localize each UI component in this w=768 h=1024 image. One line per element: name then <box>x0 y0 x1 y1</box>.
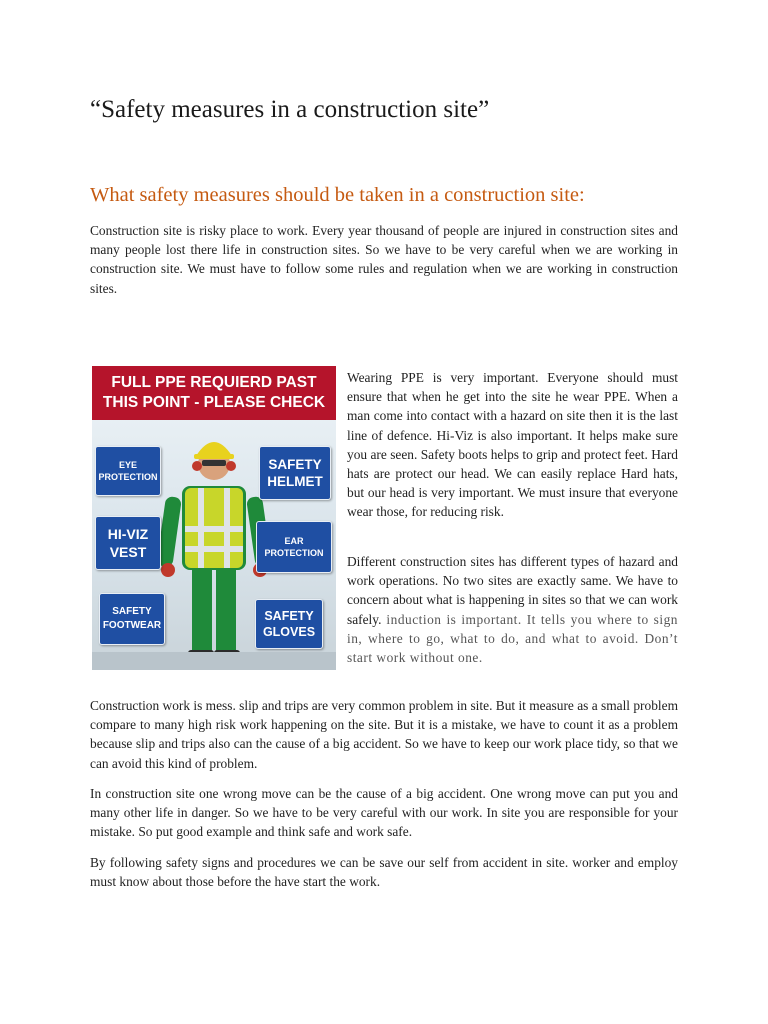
poster-banner <box>92 366 336 420</box>
hi-viz-vest-label: HI-VIZ VEST <box>95 516 161 570</box>
ear-protection-label: EAR PROTECTION <box>256 521 332 573</box>
safety-helmet-label: SAFETY HELMET <box>259 446 331 500</box>
page-title: “Safety measures in a construction site” <box>90 96 490 123</box>
safety-footwear-label: SAFETY FOOTWEAR <box>99 593 165 645</box>
poster-floor <box>92 652 336 670</box>
sites-paragraph <box>347 552 678 667</box>
poster-banner-line: THIS POINT - PLEASE CHECK <box>102 394 326 411</box>
slips-trips-paragraph: Construction work is mess. slip and trips are very common problem in site. But it measure as a small problem compare to many high risk work happening on the site. But it is a mistake, we have to count it as a problem because slip and trips also can the cause of a big accident. So we have to keep our work place tidy, so that we can avoid this kind of problem. <box>90 698 678 771</box>
eye-protection-label: EYE PROTECTION <box>95 446 161 496</box>
safety-gloves-label: SAFETY GLOVES <box>255 599 323 649</box>
sites-paragraph-text: Different construction sites has different types of hazard and work operations. No two sites are exactly same. We have to concern about what is happening in sites so that we can work safely. <box>347 554 678 627</box>
induction-text: induction is important. It tells you where to sign in, where to go, what to do, and what to avoid. Don’t start work without one. <box>347 611 678 666</box>
poster-banner-line: FULL PPE REQUIERD PAST <box>111 374 317 391</box>
ppe-poster-image <box>92 366 336 670</box>
intro-paragraph: Construction site is risky place to work. Every year thousand of people are injured in construction sites and many people lost there life in construction sites. So we have to be very careful when we are working in construction site. We must have to follow some rules and regulation when we are working in construction sites. <box>90 223 678 296</box>
safety-signs-paragraph: By following safety signs and procedures we can be save our self from accident in site. worker and employ must know about those before the have start the work. <box>90 855 678 890</box>
ppe-paragraph: Wearing PPE is very important. Everyone should must ensure that when he get into the site he wear PPE. When a man come into contact with a hazard on site then it is the last line of defence. Hi-Viz is also important. It helps make sure you are seen. Safety boots helps to grip and protect feet. Hard hats are protect our head. We can easily replace Hard hats, but our head is very important. We must insure that everyone wear those, for reducing risk. <box>347 370 678 520</box>
wrong-move-paragraph: In construction site one wrong move can be the cause of a big accident. One wrong move can put you and many other life in danger. So we have to be very careful with our work. In site you are responsible for your mistake. So put good example and think safe and work safe. <box>90 786 678 840</box>
section-heading: What safety measures should be taken in a construction site: <box>90 184 585 206</box>
